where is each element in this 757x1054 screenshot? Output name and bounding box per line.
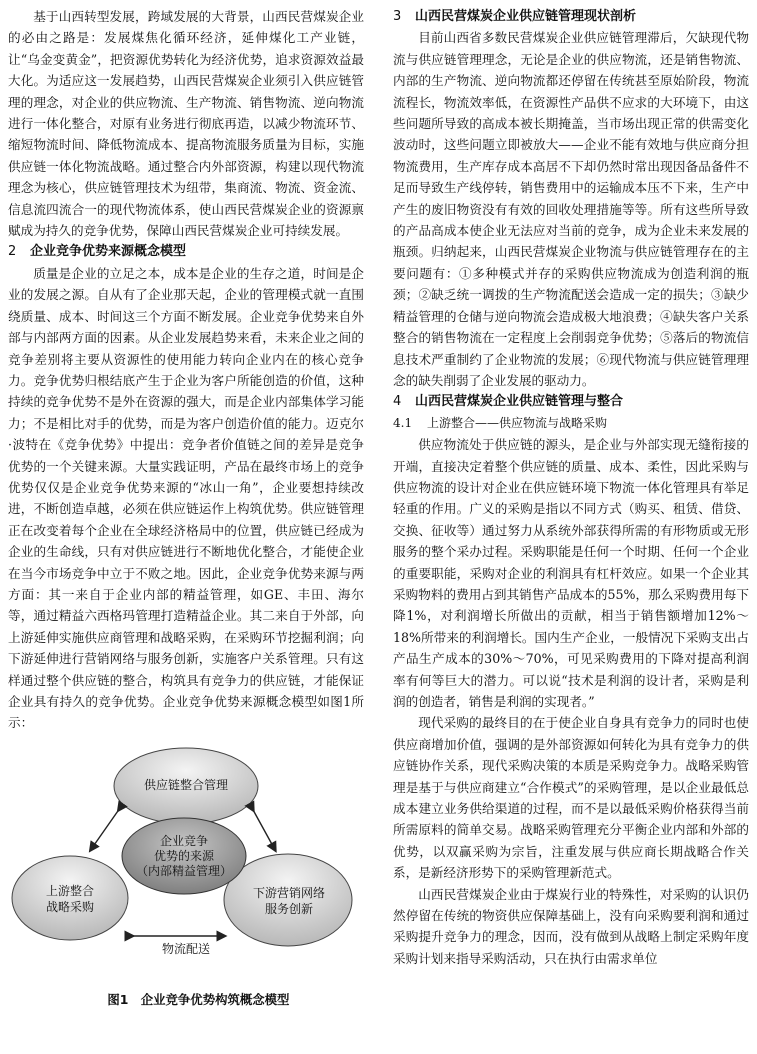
label-center-2: 优势的来源	[153, 848, 214, 863]
label-upstream-2: 战略采购	[45, 899, 94, 914]
section-number: 4	[393, 394, 402, 410]
intro-paragraph: 基于山西转型发展，跨域发展的大背景，山西民营煤炭企业的必由之路是：发展煤焦化循环经济，延伸煤化工产业链，让“乌金变黄金”，把资源优势转化为经济优势，追求资源效益最大化。为适应这一发展趋势，山西民营煤炭企业须引入供应链管理的理念，对企业的供应物流、生产物流、销售物流、逆向物流进行一体化整合，对原有业务进行彻底再造，以减少物流环节、缩短物流时间、降低物流成本、提高物流服务质量为目标，实施供应链一体化物流战略。通过整合内外部资源，构建以现代物流理念为核心，供应链管理技术为纽带，集商流、物流、资金流、信息流四流合一的现代物流体系，使山西民营煤炭企业的资源禀赋成为持久的竞争优势，保障山西民营煤炭企业可持续发展。	[8, 9, 364, 239]
label-downstream-2: 服务创新	[264, 901, 313, 916]
subsection-4-1-paragraph-3: 山西民营煤炭企业由于煤炭行业的特殊性，对采购的认识仍然停留在传统的物资供应保障基础上，没有向采购要利润和通过采购提升竞争力的理念，因而，没有做到从战略上制定采购年度采购计划来指导采购活动，只在执行由需求单位	[393, 886, 749, 966]
section-title: 企业竞争优势来源概念模型	[30, 244, 187, 260]
section-title: 山西民营煤炭企业供应链管理现状剖析	[415, 9, 637, 24]
label-upstream-1: 上游整合	[45, 883, 94, 898]
label-supply-chain: 供应链整合管理	[143, 777, 228, 792]
section-number: 2	[8, 244, 17, 260]
label-logistics: 物流配送	[161, 941, 210, 956]
label-center-1: 企业竞争	[159, 833, 208, 848]
subsection-4-1-paragraph-1: 供应物流处于供应链的源头，是企业与外部实现无缝衔接的开端，直接决定着整个供应链的质量、成本、柔性，因此采购与供应物流的设计对企业在供应链环境下物流一体化管理具有举足轻重的作用。广义的采购是指以不同方式（购买、租赁、借贷、交换、征收等）通过努力从系统外部获得所需的有形物质或无形服务的整个采办过程。采购职能是任何一个时期、任何一个企业的重要职能，采购对企业的利润具有杠杆效应。如果一个企业其采购物料的费用占到其销售产品成本的55%，那么采购费用每下降1%，对利润增长所做出的贡献，相当于销售额增加12%～18%所带来的利润增长。国内生产企业，一般情况下采购支出占产品生产成本的30%～70%，可见采购费用的下降对提高利润率有何等巨大的潜力。可以说“技术是利润的设计者，采购是利润的创造者，销售是利润的实现者。”	[393, 437, 749, 709]
section-3-paragraph: 目前山西省多数民营煤炭企业供应链管理滞后，欠缺现代物流与供应链管理理念，无论是企业的供应物流，还是销售物流、内部的生产物流、逆向物流都还停留在传统甚至原始阶段，物流流程长，物流效率低，在资源性产品供不应求的大环境下，由这些问题所导致的高成本被长期掩盖，当市场出现正常的供需变化波动时，这些问题立即被放大——企业不能有效地与供应商分担物流费用，生产库存成本高居不下却仍然时常出现因备品备件不足而导致生产线停转，销售费用中的运输成本压不下来，生产中产生的废旧物资没有有效的回收处理措施等等。所有这些所导致的产品高成本使企业无法应对当前的竞争，成为企业未来发展的瓶颈。归纳起来，山西民营煤炭企业物流与供应链管理存在的主要问题有：①多种模式并存的采购供应物流成为创造利润的瓶颈；②缺乏统一调拨的生产物流配送会造成一定的损失；③缺少精益管理的仓储与逆向物流会造成极大地浪费；④缺失客户关系整合的销售物流在一定程度上会削弱竞争优势；⑤落后的物流信息技术严重制约了企业物流的发展；⑥现代物流与供应链管理理念的缺失削弱了企业发展的驱动力。	[393, 30, 749, 388]
section-title: 山西民营煤炭企业供应链管理与整合	[415, 394, 624, 410]
label-center-3: （内部精益管理）	[135, 863, 232, 878]
section-2-paragraph: 质量是企业的立足之本，成本是企业的生存之道，时间是企业的发展之源。自从有了企业那天起，企业的管理模式就一直围绕质量、成本、时间这三个方面不断发展。企业竞争优势来自外部与内部两方面的因素。从企业发展趋势来看，未来企业之间的竞争差别将主要从资源性的使用能力转向企业内在的核心竞争力。竞争优势归根结底产生于企业为客户所能创造的价值，这种持续的竞争优势不是外在资源的强大，而是企业内部集体学习能力；不是相比对手的优势，而是为客户创造价值的能力。迈克尔·波特在《竞争优势》中提出：竞争者价值链之间的差异是竞争优势的一个关键来源。大量实践证明，产品在最终市场上的竞争优势仅仅是企业竞争优势来源的“冰山一角”，企业要想持续改进，不断创造卓越，必须在供应链运作上构筑优势。供应链管理正在改变着每个企业在全球经济格局中的位置，供应链已经成为企业的生命线，只有对供应链进行不断地优化整合，才能使企业在当今市场竞争中立于不败之地。因此，企业竞争优势来源与两方面：其一来自于企业内部的精益管理，如GE、丰田、海尔等，通过精益六西格玛管理打造精益企业。其二来自于外部，向上游延伸实施供应商管理和战略采购，在采购环节挖掘利润；向下游延伸进行营销网络与服务创新，实施客户关系管理。只有这样通过整个供应链的整合，构筑具有竞争力的供应链，才能保证企业具有持久的竞争优势。企业竞争优势来源概念模型如图1所示：	[8, 265, 364, 731]
right-column	[393, 6, 749, 969]
section-3-heading	[393, 6, 749, 27]
figure-1	[8, 738, 364, 990]
label-downstream-1: 下游营销网络	[252, 885, 325, 900]
left-column	[8, 6, 364, 1010]
subsection-4-1-paragraph-2: 现代采购的最终目的在于使企业自身具有竞争力的同时也使供应商增加价值，强调的是外部资源如何转化为具有竞争力的供应链协作关系，现代采购决策的本质是采购竞争力。战略采购管理是基于与供应商建立“合作模式”的采购管理，是以企业最低总成本建立业务供给渠道的过程，而不是以最低采购价格获得当前所需原料的简单交易。战略采购管理充分平衡企业内部和外部的优势，以双赢采购为宗旨，注重发展与供应商长期战略合作关系，是新经济形势下的采购管理新范式。	[393, 715, 749, 881]
subsection-number: 4.1	[393, 415, 413, 430]
section-4-heading	[393, 391, 749, 412]
section-2-heading	[8, 241, 364, 262]
arrow-top-left	[92, 808, 120, 848]
figure-caption: 图1 企业竞争优势构筑概念模型	[107, 991, 290, 1007]
subsection-title: 上游整合——供应物流与战略采购	[427, 415, 608, 430]
section-number: 3	[393, 9, 402, 24]
arrow-top-right	[252, 808, 274, 848]
subsection-4-1-heading	[393, 413, 749, 434]
